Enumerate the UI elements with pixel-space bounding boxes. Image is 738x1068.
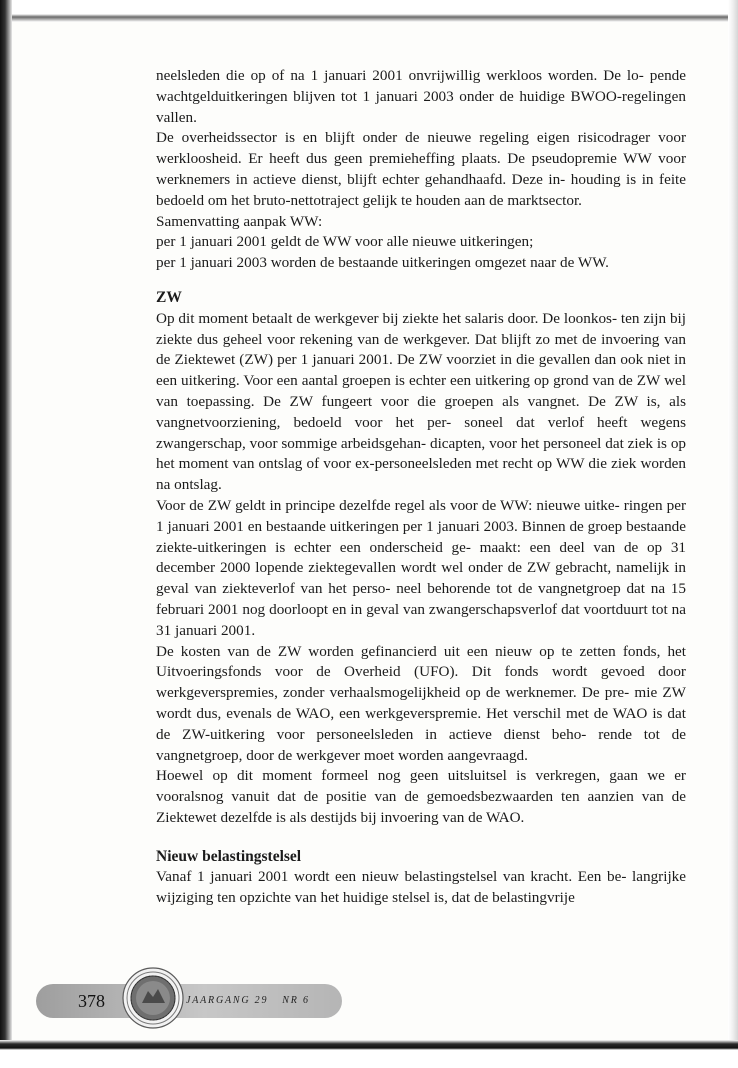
text-line: neel behorende tot de vangnetgroep dat na 15 februari 2001 nog doorloopt [156,580,686,618]
text-line: dicapten, voor het personeel dat ziek is op het moment van ontslag of voor [156,434,687,473]
text-line: voor werkloosheid. Er heeft dus geen premieheffing plaats. De pseudopremie [156,129,686,168]
scan-edge-bottom [0,1040,738,1068]
text-line: de WAO is dat de ZW-uitkering voor personeelsleden in actieve dienst beho- [156,704,686,743]
text-line: neelsleden die op of na 1 januari 2001 onvrijwillig werkloos worden. De lo- [156,67,644,84]
article-body [156,66,686,909]
public-sector-paragraph [156,128,686,211]
text-line: houding is in feite bedoeld om het bruto-nettotraject gelijk te houden aan de [156,170,686,209]
text-line: vooralsnog vanuit dat de positie van de gemoedsbezwaarden ten aanzien van [156,788,664,806]
text-line: rende tot de vangnetgroep, door de werkgever moet worden aangevraagd. [156,725,686,764]
text-line: werkgeverspremies, zonder verhaalsmogelijkheid op de werknemer. De pre- [156,684,630,702]
text-line: langrijke wijziging ten opzichte van het huidige stelsel is, dat de belastingvrije [156,868,687,907]
summary-item: per 1 januari 2001 geldt de WW voor alle nieuwe uitkeringen; [156,233,534,251]
text-line: maakt: een deel van de op 31 december 2000 lopende ziektegevallen wordt [156,538,687,577]
text-line: Vanaf 1 januari 2001 wordt een nieuw belastingstelsel van kracht. Een be- [156,868,627,886]
intro-paragraph [156,66,686,128]
journal-issue-label [186,994,310,1008]
text-line: de invoering van de Ziektewet (ZW) per 1 januari 2001. De ZW voorziet in die [156,330,686,369]
text-line: soneel dat verlof heeft wegens zwangerschap, voor sommige arbeidsgehan- [156,413,687,452]
section-heading-zw: ZW [156,288,182,306]
text-line: ex-personeelsleden met recht op WW die ziek worden na ontslag. [156,455,687,494]
scan-edge-left [0,0,12,1068]
text-line: Op dit moment betaalt de werkgever bij ziekte het salaris door. De loonkos- [156,309,618,327]
zw-paragraph-4 [156,766,686,828]
zw-paragraph-1 [156,309,686,496]
issue-label: NR 6 [282,995,310,1006]
text-line: marktsector. [507,191,582,209]
zw-paragraph-2 [156,496,686,642]
text-line: Binnen de groep bestaande ziekte-uitkeringen is echter een onderscheid ge- [156,517,686,556]
volume-label: JAARGANG 29 [186,995,269,1006]
text-line: De overheidssector is en blijft onder de nieuwe regeling eigen risicodrager [156,129,651,147]
text-line: Hoewel op dit moment formeel nog geen uitsluitsel is verkregen, gaan we er [156,767,686,785]
text-line: Voor de ZW geldt in principe dezelfde regel als voor de WW: nieuwe uitke- [156,496,620,514]
text-line: ringen per 1 januari 2001 en bestaande uitkeringen per 1 januari 2003. [156,496,687,535]
scan-edge-right [728,0,738,1068]
text-line: mie ZW wordt dus, evenals de WAO, een werkgeverspremie. Het verschil met [156,684,686,722]
text-line: WW voor werknemers in actieve dienst, blijft echter gehandhaafd. Deze in- [156,150,686,188]
zw-paragraph-3 [156,642,686,767]
tax-paragraph-1 [156,867,686,909]
section-heading-tax: Nieuw belastingstelsel [156,847,302,865]
text-line: pende wachtgelduitkeringen blijven tot 1 januari 2003 onder de huidige [156,67,687,105]
text-line: wel onder de ZW gebracht, namelijk in geval van ziekteverlof van het perso- [156,559,687,598]
spacer [156,829,686,847]
text-line: De kosten van de ZW worden gefinancierd uit een nieuw op te zetten fonds, [156,642,661,660]
text-line: BWOO-regelingen vallen. [156,87,686,126]
spacer [156,274,686,288]
text-line: de Ziektewet dezelfde is als destijds bij invoering van de WAO. [156,788,686,826]
text-line: ten zijn bij ziekte dus geheel voor rekening van de werkgever. Dat blijft zo met [156,309,686,348]
text-line: groepen als vangnet. De ZW is, als vangnetvoorziening, bedoeld voor het per- [156,392,686,431]
summary-title: Samenvatting aanpak WW: [156,212,323,230]
text-line: het Uitvoeringsfonds voor de Overheid (UFO). Dit fonds wordt gevoed door [156,642,686,681]
summary-item: per 1 januari 2003 worden de bestaande uitkeringen omgezet naar de WW. [156,254,609,272]
page-number: 378 [78,991,105,1011]
text-line: uitkering op grond van de ZW wel van toepassing. De ZW fungeert voor die [156,372,687,410]
scan-edge-top [0,0,738,22]
text-line: en in geval van zwangerschapsverlof dat voortduurt tot na 31 januari 2001. [156,600,686,639]
text-line: gevallen dan ook niet in een uitkering. Voor een aantal groepen is echter een [156,351,686,390]
journal-emblem-icon [122,967,184,1029]
